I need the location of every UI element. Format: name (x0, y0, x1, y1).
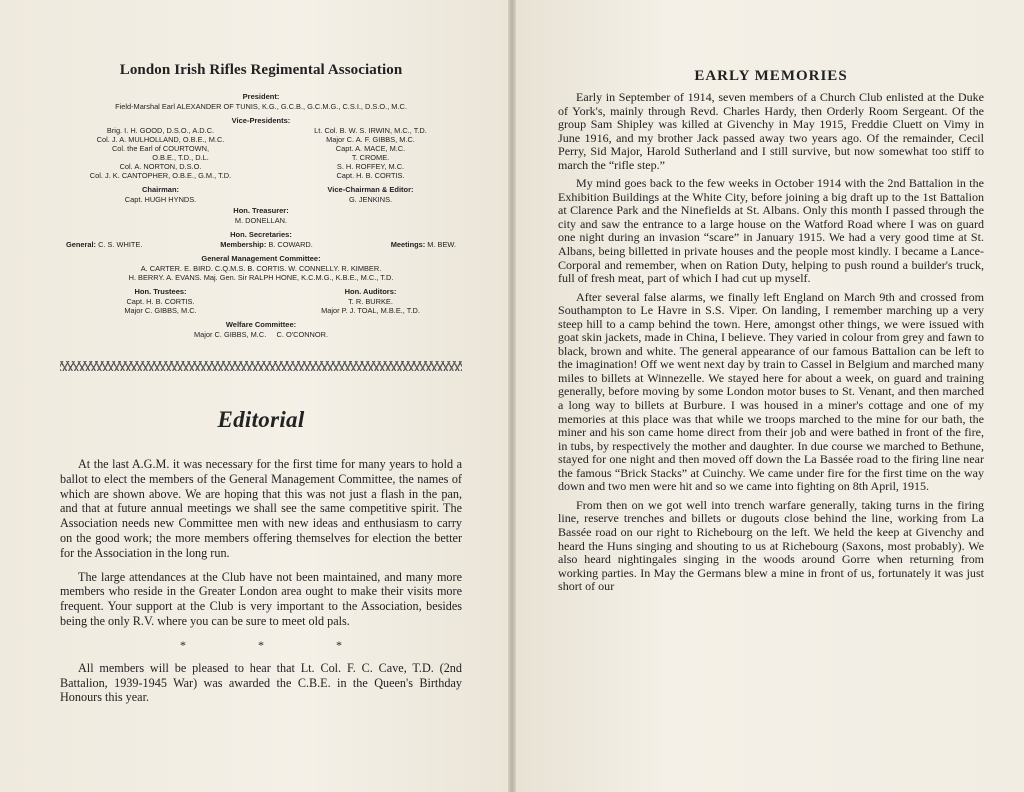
association-title: London Irish Rifles Regimental Association (119, 62, 403, 78)
trustee-name: Major C. GIBBS, M.C. (124, 306, 197, 315)
vice-president-name: Capt. H. B. CORTIS. (336, 171, 405, 180)
president-block (60, 92, 462, 111)
early-memories-title: EARLY MEMORIES (694, 68, 848, 84)
auditor-name: T. R. BURKE. (348, 297, 393, 306)
vice-president-name: S. H. ROFFEY, M.C. (336, 162, 405, 171)
vice-president-name: T. CROME. (351, 153, 390, 162)
treasurer-heading: Hon. Treasurer: (233, 206, 289, 215)
vice-chairman-heading: Vice-Chairman & Editor: (327, 185, 414, 194)
vice-president-name: Col. J. A. MULHOLLAND, O.B.E., M.C. (96, 135, 225, 144)
right-page (516, 0, 1024, 792)
president-heading: President: (242, 92, 280, 101)
committee-line: H. BERRY. A. EVANS. Maj. Gen. Sir RALPH HONE, K.C.M.G., K.B.E., M.C., T.D. (128, 273, 394, 282)
vice-presidents-heading: Vice-Presidents: (231, 116, 291, 125)
star: * (258, 637, 264, 652)
secretaries-heading: Hon. Secretaries: (230, 230, 292, 239)
section-break-stars (60, 638, 462, 653)
vice-president-name: Col. the Earl of COURTOWN, (111, 144, 210, 153)
editorial-paragraph: The large attendances at the Club have not been maintained, and many more members who reside in the Greater London area ought to make their visits more frequent. Your support at the Club is very important to the Association, besides being the only R.V. where you can be sure to meet old pals. (60, 569, 462, 628)
committee-line: A. CARTER. E. BIRD. C.Q.M.S. B. CORTIS. W. CONNELLY. R. KIMBER. (140, 264, 382, 273)
memories-paragraph: From then on we got well into trench warfare generally, taking turns in the firing line, reserve trenches and billets or dugouts close behind the line, working from La Bassée road on our right to Richebourg on the left. We held the keep at Givenchy and heard the Huns singing and shouting to us at Richebourg (Saxons, most probably). We also heard nightingales singing in the woods around Gorre when returning from working parties. In May the Germans blew a mine in front of us, fortunately it was just short of our (558, 497, 984, 594)
book-gutter (508, 0, 516, 792)
vice-president-name: Col. A. NORTON, D.S.O. (119, 162, 202, 171)
chair-block (60, 185, 462, 204)
vice-presidents-block (60, 116, 462, 180)
memories-paragraph: Early in September of 1914, seven members of a Church Club enlisted at the Duke of York's, mainly through Revd. Charles Hardy, then Orderly Room Sergeant. Of the group Sam Shipley was killed at Givenchy in May 1915, Freddie Cluett on Vimy in June 1916, and my brother Jack passed away two years ago. Of the remainder, Cecil Perry, Sid Major, Harold Sutherland and I still survive, but now somewhat too stiff to march the “rifle step.” (558, 90, 984, 172)
vice-president-name: O.B.E., T.D., D.L. (152, 153, 209, 162)
editorial-closing: All members will be pleased to hear that Lt. Col. F. C. Cave, T.D. (2nd Battalion, 1939-1945 War) was awarded the C.B.E. in the Queen's Birthday Honours this year. (60, 660, 462, 705)
meetings-secretary-name: M. BEW. (427, 240, 456, 249)
secretaries-block (60, 230, 462, 249)
auditors-heading: Hon. Auditors: (344, 287, 397, 296)
general-secretary-name: C. S. WHITE. (98, 240, 143, 249)
treasurer-name: M. DONELLAN. (234, 216, 288, 225)
welfare-block (60, 320, 462, 339)
editorial-title: Editorial (217, 407, 305, 432)
vice-president-name: Major C. A. F. GIBBS, M.C. (326, 135, 415, 144)
membership-secretary-name: B. COWARD. (268, 240, 313, 249)
membership-secretary-label: Membership: (220, 240, 267, 249)
editorial-paragraph: At the last A.G.M. it was necessary for the first time for many years to hold a ballot to elect the members of the General Management Committee, the names of which are shown above. We are hoping that this was not just a flash in the pan, and that at future annual meetings we shall see the same competitive spirit. The Association needs new Committee men with new ideas and enthusiasm to carry on the good work; the more members offering themselves for election the better for the Association in the long run. (60, 457, 462, 560)
vice-presidents-right (261, 126, 462, 180)
vice-president-name: Brig. I. H. GOOD, D.S.O., A.D.C. (106, 126, 215, 135)
welfare-names: Major C. GIBBS, M.C. C. O'CONNOR. (193, 330, 329, 339)
star: * (180, 637, 186, 652)
general-secretary-label: General: (66, 240, 96, 249)
committee-heading: General Management Committee: (201, 254, 321, 263)
president-name: Field-Marshal Earl ALEXANDER OF TUNIS, K.G., G.C.B., G.C.M.G., C.S.I., D.S.O., M.C. (115, 102, 407, 111)
vice-president-name: Capt. A. MACE, M.C. (335, 144, 406, 153)
vice-chairman-name: G. JENKINS. (348, 195, 393, 204)
star: * (336, 637, 342, 652)
trustee-name: Capt. H. B. CORTIS. (126, 297, 195, 306)
welfare-heading: Welfare Committee: (225, 320, 297, 329)
decorative-divider (60, 361, 462, 371)
vice-presidents-left (60, 126, 261, 180)
secretaries-row (60, 240, 462, 249)
treasurer-block (60, 206, 462, 225)
meetings-secretary-label: Meetings: (390, 240, 426, 249)
vice-president-name: Lt. Col. B. W. S. IRWIN, M.C., T.D. (314, 126, 427, 135)
left-page (0, 0, 508, 792)
trustees-heading: Hon. Trustees: (134, 287, 187, 296)
auditor-name: Major P. J. TOAL, M.B.E., T.D. (321, 306, 420, 315)
memories-paragraph: After several false alarms, we finally left England on March 9th and crossed from Southampton to Le Havre in S.S. Viper. On landing, I remember marching up a very steep hill to a camp behind the town. Here, amongst other things, we were issued with goat skin jackets, made in China, I believe. They varied in colour from grey and fawn to black, brown and white. The general appearance of our famous Battalion can be left to the imagination! Off we went next day by train to Cassel in Belgium and marched many miles to billets at Winnezelle. We stayed here for about a week, on guard and training generally, before moving by some London motor buses to St. Venant, and then marched a long way to billets at Burbure. I was housed in a miner's cottage and one of my memories at this place was that while we troops marched to the mine for our bath, the miner and his son came home direct from their job and were bathed in front of the fire, in tubs, by respectively the mother and daughter. In due course we marched to Bethune, stayed for one night and then moved off down the La Bassée road to the firing line near the famous “Brick Stacks” at Cuinchy. We came under fire for the first time on the way down and two men were hit and so we came into fighting on 8th April, 1915. (558, 289, 984, 494)
trustees-auditors-block (60, 287, 462, 315)
committee-block (60, 254, 462, 282)
memories-paragraph: My mind goes back to the few weeks in October 1914 with the 2nd Battalion in the Exhibition Buildings at the White City, before joining a big draft up to the 1st Battalion at Clarence Park and the Ninefields at St. Albans. Only this month I passed through the city and saw the entrance to a large house on the Watford Road where I was on guard one night during an invasion “scare” in January 1915. We had a very good time at St. Albans, being billetted in private houses and the people most kindly. I became a Lance-Corporal and remember, when on Ration Duty, helping to push round a builder's truck, full of fresh meat, part of which I had cut up myself. (558, 176, 984, 286)
chairman-heading: Chairman: (141, 185, 180, 194)
chairman-name: Capt. HUGH HYNDS. (124, 195, 197, 204)
vice-president-name: Col. J. K. CANTOPHER, O.B.E., G.M., T.D. (89, 171, 232, 180)
